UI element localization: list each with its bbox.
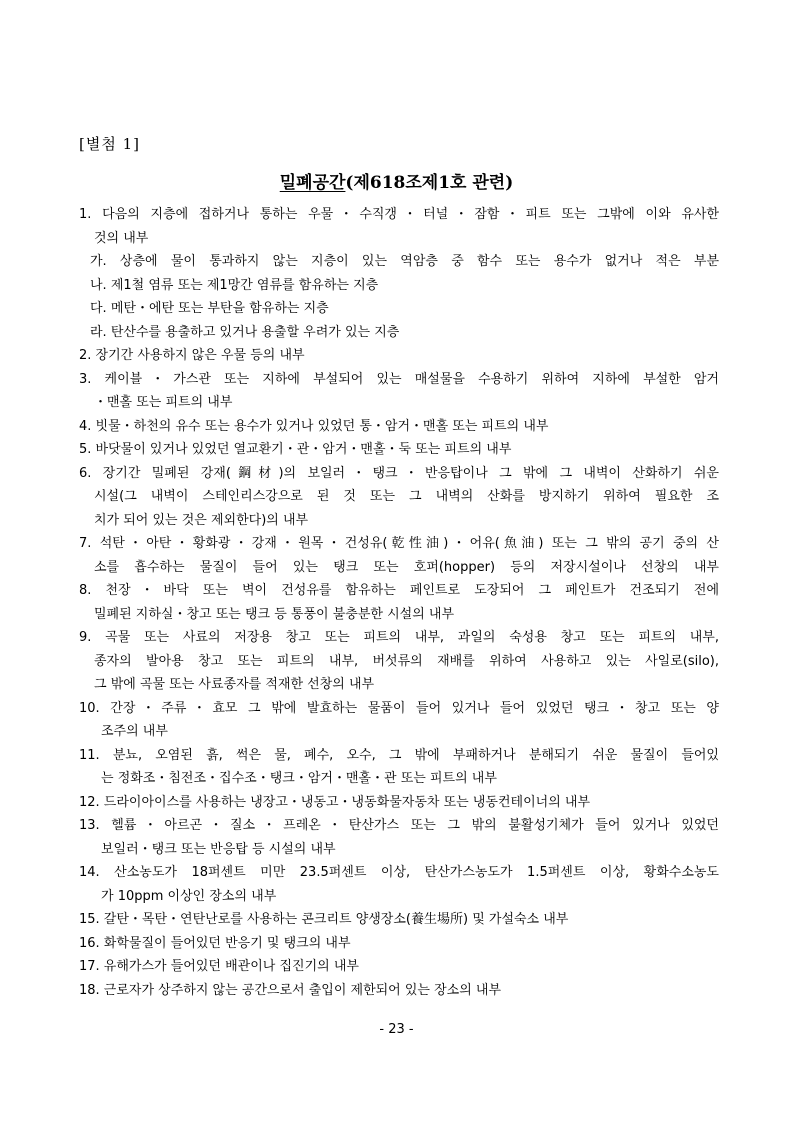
text-line: 15. 갈탄・목탄・연탄난로를 사용하는 콘크리트 양생장소(養生場所) 및 가설숙소 내부 (79, 912, 569, 927)
text-line: 9. 곡물 또는 사료의 저장용 창고 또는 피트의 내부, 과일의 숙성용 창고 또는 피트의 내부, (79, 630, 719, 645)
text-line: 14. 산소농도가 18퍼센트 미만 23.5퍼센트 이상, 탄산가스농도가 1.5퍼센트 이상, 황화수소농도 (79, 865, 719, 880)
text-line: 조주의 내부 (101, 724, 168, 739)
text-line: 6. 장기간 밀폐된 강재(鋼材)의 보일러・탱크・반응탑이나 그 밖에 그 내벽이 산화하기 쉬운 (79, 465, 719, 481)
text-line: 라. 탄산수를 용출하고 있거나 용출할 우려가 있는 지층 (90, 324, 400, 340)
text-line: 는 정화조・침전조・집수조・탱크・암거・맨홀・관 또는 피트의 내부 (101, 771, 497, 786)
page-number: - 23 - (379, 1022, 414, 1037)
text-line: 치가 되어 있는 것은 제외한다)의 내부 (94, 512, 309, 528)
title-reference: (제618조제1호 관련) (345, 173, 514, 193)
text-line: 보일러・탱크 또는 반응탑 등 시설의 내부 (101, 841, 336, 857)
title-main: 밀폐공간 (279, 173, 346, 193)
document-body (79, 203, 719, 1002)
text-line: 3. 케이블・가스관 또는 지하에 부설되어 있는 매설물을 수용하기 위하여 지하에 부설한 암거 (79, 371, 719, 387)
page-title (0, 168, 793, 193)
text-line: 그 밖에 곡물 또는 사료종자를 적재한 선창의 내부 (94, 677, 375, 692)
text-line: 13. 헬륨・아르곤・질소・프레온・탄산가스 또는 그 밖의 불활성기체가 들어 있거나 있었던 (79, 818, 719, 833)
text-line: 7. 석탄・아탄・황화광・강재・원목・건성유(乾性油)・어유(魚油) 또는 그 밖의 공기 중의 산 (79, 536, 719, 551)
text-line: 11. 분뇨, 오염된 흙, 썩은 물, 폐수, 오수, 그 밖에 부패하거나 분해되기 쉬운 물질이 들어있 (79, 747, 719, 763)
text-line: 다. 메탄・에탄 또는 부탄을 함유하는 지층 (90, 301, 329, 316)
text-line: 2. 장기간 사용하지 않은 우물 등의 내부 (79, 348, 305, 363)
text-line: 4. 빗물・하천의 유수 또는 용수가 있거나 있었던 통・암거・맨홀 또는 피트의 내부 (79, 418, 549, 434)
text-line: 1. 다음의 지층에 접하거나 통하는 우물・수직갱・터널・잠함・피트 또는 그밖에 이와 유사한 (79, 207, 719, 222)
text-line: 가. 상층에 물이 통과하지 않는 지층이 있는 역암층 중 함수 또는 용수가 없거나 적은 부분 (90, 254, 719, 269)
text-line: 10. 간장・주류・효모 그 밖에 발효하는 물품이 들어 있거나 들어 있었던 탱크・창고 또는 양 (79, 700, 719, 716)
text-line: 가 10ppm 이상인 장소의 내부 (101, 888, 277, 904)
text-line: 16. 화학물질이 들어있던 반응기 및 탱크의 내부 (79, 935, 351, 951)
text-line: 나. 제1철 염류 또는 제1망간 염류를 함유하는 지층 (90, 277, 379, 293)
text-line: 12. 드라이아이스를 사용하는 냉장고・냉동고・냉동화물자동차 또는 냉동컨테이너의 내부 (79, 794, 590, 810)
text-line: ・맨홀 또는 피트의 내부 (94, 395, 233, 410)
text-line: 밀폐된 지하실・창고 또는 탱크 등 통풍이 불충분한 시설의 내부 (94, 606, 455, 622)
text-line: 17. 유해가스가 들어있던 배관이나 집진기의 내부 (79, 959, 359, 974)
text-line: 5. 바닷물이 있거나 있었던 열교환기・관・암거・맨홀・둑 또는 피트의 내부 (79, 442, 512, 457)
text-line: 소를 흡수하는 물질이 들어 있는 탱크 또는 호퍼(hopper) 등의 저장시설이나 선창의 내부 (94, 559, 719, 575)
text-line: 것의 내부 (94, 230, 149, 246)
text-line: 종자의 발아용 창고 또는 피트의 내부, 버섯류의 재배를 위하여 사용하고 있는 사일로(silo), (94, 653, 719, 669)
text-line: 시설(그 내벽이 스테인리스강으로 된 것 또는 그 내벽의 산화를 방지하기 위하여 필요한 조 (94, 489, 719, 504)
text-line: 8. 천장・바닥 또는 벽이 건성유를 함유하는 페인트로 도장되어 그 페인트가 건조되기 전에 (79, 583, 719, 598)
annex-label: [별첨 1] (79, 135, 140, 153)
text-line: 18. 근로자가 상주하지 않는 공간으로서 출입이 제한되어 있는 장소의 내부 (79, 982, 502, 998)
